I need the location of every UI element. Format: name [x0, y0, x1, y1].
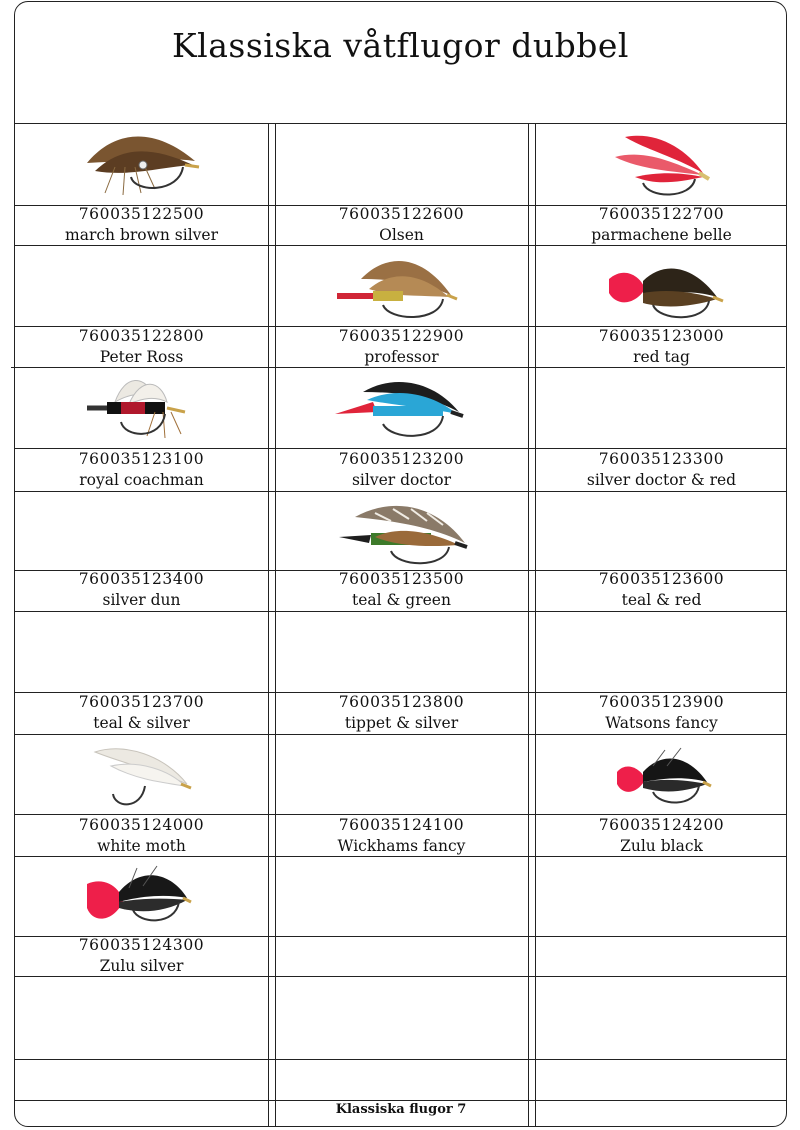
product-name: red tag [633, 348, 690, 366]
grid-line [11, 367, 785, 368]
fly-black-red-tail-2-image [85, 862, 193, 934]
fly-red-white-image [605, 127, 715, 201]
product-cell [275, 491, 528, 611]
product-name: Wickhams fancy [337, 837, 466, 855]
product-name: Zulu silver [99, 957, 184, 975]
product-name: march brown silver [65, 226, 218, 244]
product-code: 760035123800 [338, 693, 465, 711]
product-code: 760035124200 [598, 816, 725, 834]
product-name: silver doctor [351, 471, 452, 489]
fly-red-tag-image [605, 249, 725, 323]
product-name: tippet & silver [344, 714, 459, 732]
product-name: teal & red [621, 591, 702, 609]
product-cell [535, 368, 787, 491]
product-code: 760035122800 [78, 327, 205, 345]
product-cell [275, 368, 528, 491]
product-cell [535, 611, 787, 734]
grid-line [528, 123, 529, 1126]
product-cell [15, 611, 268, 734]
product-cell [15, 856, 268, 976]
grid-line [15, 1059, 786, 1060]
product-cell [15, 734, 268, 856]
product-name: Zulu black [620, 837, 703, 855]
product-code: 760035122900 [338, 327, 465, 345]
product-code: 760035123100 [78, 450, 205, 468]
product-code: 760035123600 [598, 570, 725, 588]
product-name: Peter Ross [99, 348, 184, 366]
product-name: silver doctor & red [586, 471, 737, 489]
fly-teal-green-image [335, 497, 469, 567]
product-code: 760035122600 [338, 205, 465, 223]
product-code: 760035123700 [78, 693, 205, 711]
fly-royal-coachman-image [85, 372, 195, 444]
fly-white-image [85, 742, 195, 812]
product-name: teal & green [352, 591, 451, 609]
product-cell [15, 123, 268, 245]
grid-line [15, 976, 786, 977]
product-cell [15, 368, 268, 491]
product-name: silver dun [102, 591, 181, 609]
product-cell [535, 734, 787, 856]
product-name: white moth [97, 837, 186, 855]
grid-line [268, 123, 269, 1126]
product-name: professor [364, 348, 439, 366]
product-cell [275, 734, 528, 856]
product-code: 760035123000 [598, 327, 725, 345]
product-cell [535, 123, 787, 245]
grid-line [15, 1100, 786, 1101]
product-cell [15, 491, 268, 611]
product-code: 760035124000 [78, 816, 205, 834]
product-cell [535, 491, 787, 611]
fly-blue-red-image [333, 372, 465, 444]
product-code: 760035124300 [78, 936, 205, 954]
fly-march-brown-image [75, 127, 205, 199]
product-cell [535, 245, 787, 367]
product-cell [275, 611, 528, 734]
product-name: royal coachman [79, 471, 204, 489]
page-title: Klassiska våtflugor dubbel [172, 26, 629, 65]
product-cell [275, 123, 528, 245]
product-code: 760035123200 [338, 450, 465, 468]
product-code: 760035123400 [78, 570, 205, 588]
product-name: Watsons fancy [605, 714, 718, 732]
product-code: 760035122500 [78, 205, 205, 223]
product-code: 760035122700 [598, 205, 725, 223]
fly-black-red-tail-image [613, 742, 713, 812]
product-code: 760035123300 [598, 450, 725, 468]
catalog-page [14, 1, 787, 1127]
product-name: Olsen [379, 226, 424, 244]
product-cell [275, 245, 528, 367]
product-name: parmachene belle [591, 226, 732, 244]
product-code: 760035123900 [598, 693, 725, 711]
product-cell [15, 245, 268, 367]
product-code: 760035123500 [338, 570, 465, 588]
fly-brown-red-tail-image [333, 249, 461, 323]
product-name: teal & silver [93, 714, 190, 732]
page-footer: Klassiska flugor 7 [335, 1102, 467, 1117]
product-code: 760035124100 [338, 816, 465, 834]
